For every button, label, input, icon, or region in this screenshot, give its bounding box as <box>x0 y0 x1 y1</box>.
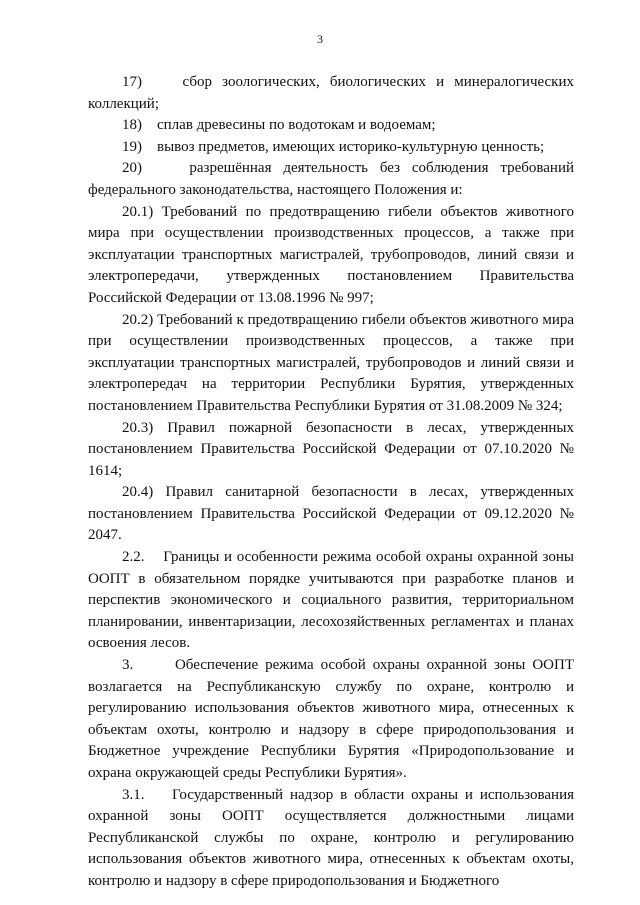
item-19: 19) вывоз предметов, имеющих историко-культурную ценность; <box>122 138 545 155</box>
item-20-3: 20.3) Правил пожарной безопасности в лесах, утвержденных постановлением Правительства Российской Федерации от 07.10.2020 № 1614; <box>88 419 574 479</box>
item-17: 17) сбор зоологических, биологических и минералогических коллекций; <box>88 74 574 112</box>
section-2-2: 2.2. Границы и особенности режима особой охраны охранной зоны ООПТ в обязательном порядке учитываются при разработке планов и перспектив экономического и социального развития, территориальном планировании, инвентаризации, лесохозяйственных регламентах и планах освоения лесов. <box>88 549 574 652</box>
item-20: 20) разрешённая деятельность без соблюдения требований федерального законодательства, настоящего Положения и: <box>88 160 574 198</box>
section-3: 3. Обеспечение режима особой охраны охранной зоны ООПТ возлагается на Республиканскую службу по охране, контролю и регулированию использования объектов животного мира, отнесенных к объектам охоты, контролю и надзору в сфере природопользования и Бюджетное учреждение Республики Бурятия «Природопользование и охрана окружающей среды Республики Бурятия». <box>88 657 574 781</box>
item-20-2: 20.2) Требований к предотвращению гибели объектов животного мира при осуществлении производственных процессов, а также при эксплуатации транспортных магистралей, трубопроводов и линий связи и электропередач на территории Республики Бурятия, утвержденных постановлением Правительства Республики Бурятия от 31.08.2009 № 324; <box>88 311 574 414</box>
page-number: 3 <box>317 32 323 46</box>
item-20-1: 20.1) Требований по предотвращению гибели объектов животного мира при осуществлении производственных процессов, а также при эксплуатации транспортных магистралей, трубопроводов, линий связи и электропередачи, утвержденных постановлением Правительства Российской Федерации от 13.08.1996 № 997; <box>88 203 574 306</box>
item-18: 18) сплав древесины по водотокам и водоемам; <box>122 117 436 134</box>
item-20-4: 20.4) Правил санитарной безопасности в лесах, утвержденных постановлением Правительства Российской Федерации от 09.12.2020 № 2047. <box>88 484 574 544</box>
section-3-1: 3.1. Государственный надзор в области охраны и использования охранной зоны ООПТ осуществляется должностными лицами Республиканской службы по охране, контролю и регулированию использования объектов животного мира, отнесенных к объектам охоты, контролю и надзору в сфере природопользования и Бюджетного <box>88 786 574 889</box>
document-body <box>88 72 574 893</box>
